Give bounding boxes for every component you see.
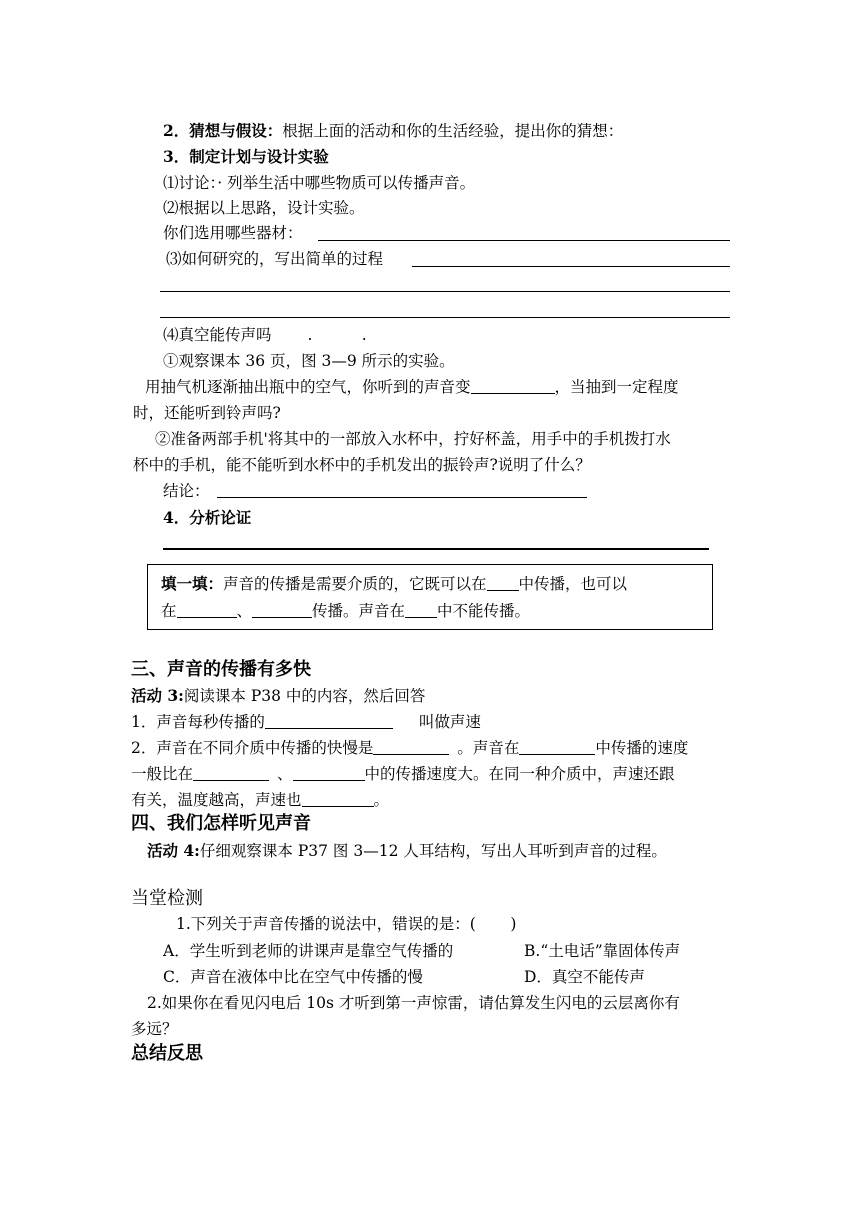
procedure-answer-line-3[interactable] — [160, 317, 730, 318]
experiment-1-text-a: 用抽气机逐渐抽出瓶中的空气，你听到的声音变 — [145, 378, 471, 396]
fill-in-text-f: 中不能传播。 — [437, 602, 531, 620]
check-question-1: 1.下列关于声音传播的说法中，错误的是：( ) — [176, 915, 517, 933]
check-question-2-line-1: 2.如果你在看见闪电后 10s 才听到第一声惊雷，请估算发生闪电的云层离你有 — [147, 994, 680, 1012]
fill-in-line-1 — [161, 573, 627, 595]
speed-q1-text-b: 叫做声速 — [418, 713, 481, 731]
experiment-1-body — [145, 376, 679, 398]
speed-medium-blank-3[interactable] — [193, 764, 269, 781]
experiment-2-line-2: 杯中的手机，能不能听到水杯中的手机发出的振铃声?说明了什么？ — [133, 456, 591, 474]
speed-medium-blank-4[interactable] — [293, 764, 365, 781]
speed-q1 — [131, 711, 481, 733]
classroom-check-title: 当堂检测 — [131, 888, 203, 909]
experiment-1: ①观察课本 36 页，图 3—9 所示的实验。 — [163, 352, 455, 370]
activity-3-label: 活动 3: — [131, 686, 184, 705]
experiment-1-question: 时，还能听到铃声吗? — [133, 404, 281, 422]
section-4-title: 四、我们怎样听见声音 — [131, 813, 311, 834]
sound-change-blank[interactable] — [471, 377, 555, 394]
fill-in-line-2 — [161, 600, 530, 622]
activity-4-line — [147, 840, 667, 862]
check-question-2-line-2: 多远？ — [131, 1020, 178, 1038]
hypothesis-text: 根据上面的活动和你的生活经验，提出你的猜想： — [282, 122, 624, 140]
speed-q2-text-a: 2．声音在不同介质中传播的快慢是 — [131, 739, 374, 757]
vacuum-question-dots: . . — [307, 326, 367, 344]
fill-in-label: 填一填： — [161, 574, 224, 593]
fill-in-text-e: 传播。声音在 — [312, 602, 406, 620]
conclusion-answer-line[interactable] — [217, 497, 587, 498]
option-c[interactable]: C．声音在液体中比在空气中传播的慢 — [163, 968, 423, 986]
speed-q2-line-2 — [131, 763, 675, 785]
speed-medium-blank-2[interactable] — [519, 738, 595, 755]
fill-in-text-d: 、 — [236, 602, 253, 620]
speed-q2-text-g: 有关，温度越高，声速也 — [131, 791, 302, 809]
discussion-item: ⑴讨论：· 列举生活中哪些物质可以传播声音。 — [163, 174, 476, 192]
speed-q2-text-e: 、 — [277, 765, 293, 783]
speed-q2-text-f: 中的传播速度大。在同一种介质中，声速还跟 — [364, 765, 675, 783]
option-d[interactable]: D．真空不能传声 — [524, 968, 645, 986]
option-a[interactable]: A．学生听到老师的讲课声是靠空气传播的 — [163, 942, 454, 960]
plan-design-heading: 3．制定计划与设计实验 — [163, 147, 329, 166]
fill-in-text-b: 中传播，也可以 — [518, 575, 628, 593]
fill-in-text-a: 声音的传播是需要介质的，它既可以在 — [223, 575, 487, 593]
speed-definition-blank[interactable] — [265, 712, 393, 729]
experiment-2-line-1: ②准备两部手机'将其中的一部放入水杯中，拧好杯盖，用手中的手机拨打水 — [155, 430, 671, 448]
design-item: ⑵根据以上思路，设计实验。 — [163, 199, 365, 217]
hypothesis-label: 2．猜想与假设： — [163, 121, 283, 140]
speed-q2-line-1 — [131, 737, 688, 759]
vacuum-question-text: ⑷真空能传声吗 — [163, 326, 272, 344]
section-3-title: 三、声音的传播有多快 — [131, 659, 311, 680]
speed-q2-text-c: 中传播的速度 — [595, 739, 689, 757]
speed-q2-text-h: 。 — [373, 791, 390, 809]
speed-q2-line-3 — [131, 789, 389, 811]
activity-4-text: 仔细观察课本 P37 图 3—12 人耳结构，写出人耳听到声音的过程。 — [199, 842, 667, 860]
procedure-answer-line[interactable] — [412, 266, 730, 267]
activity-3-line — [131, 685, 425, 707]
activity-4-label: 活动 4: — [147, 841, 200, 860]
fill-in-box — [147, 564, 713, 630]
speed-q2-text-d: 一般比在 — [131, 765, 194, 783]
analysis-heading: 4．分析论证 — [163, 508, 252, 527]
summary-title: 总结反思 — [131, 1043, 203, 1064]
conclusion-prompt: 结论： — [163, 482, 210, 500]
medium-blank-4[interactable] — [405, 601, 437, 618]
temperature-blank[interactable] — [302, 790, 374, 807]
hypothesis-line — [163, 120, 623, 142]
analysis-answer-line[interactable] — [163, 548, 709, 550]
materials-answer-line[interactable] — [318, 240, 730, 241]
vacuum-question — [163, 324, 367, 346]
activity-3-text: 阅读课本 P38 中的内容，然后回答 — [183, 687, 426, 705]
speed-q1-text-a: 1．声音每秒传播的 — [131, 713, 265, 731]
procedure-answer-line-2[interactable] — [160, 291, 730, 292]
fill-in-text-c: 在 — [161, 602, 177, 620]
medium-blank-2[interactable] — [177, 601, 237, 618]
option-b[interactable]: B.“土电话”靠固体传声 — [524, 942, 681, 960]
experiment-1-text-b: ，当抽到一定程度 — [554, 378, 679, 396]
speed-medium-blank-1[interactable] — [373, 738, 449, 755]
medium-blank-3[interactable] — [252, 601, 312, 618]
speed-q2-text-b: 。声音在 — [457, 739, 520, 757]
materials-prompt: 你们选用哪些器材： — [163, 224, 303, 242]
procedure-prompt: ⑶如何研究的，写出简单的过程 — [166, 250, 384, 268]
medium-blank-1[interactable] — [487, 574, 519, 591]
